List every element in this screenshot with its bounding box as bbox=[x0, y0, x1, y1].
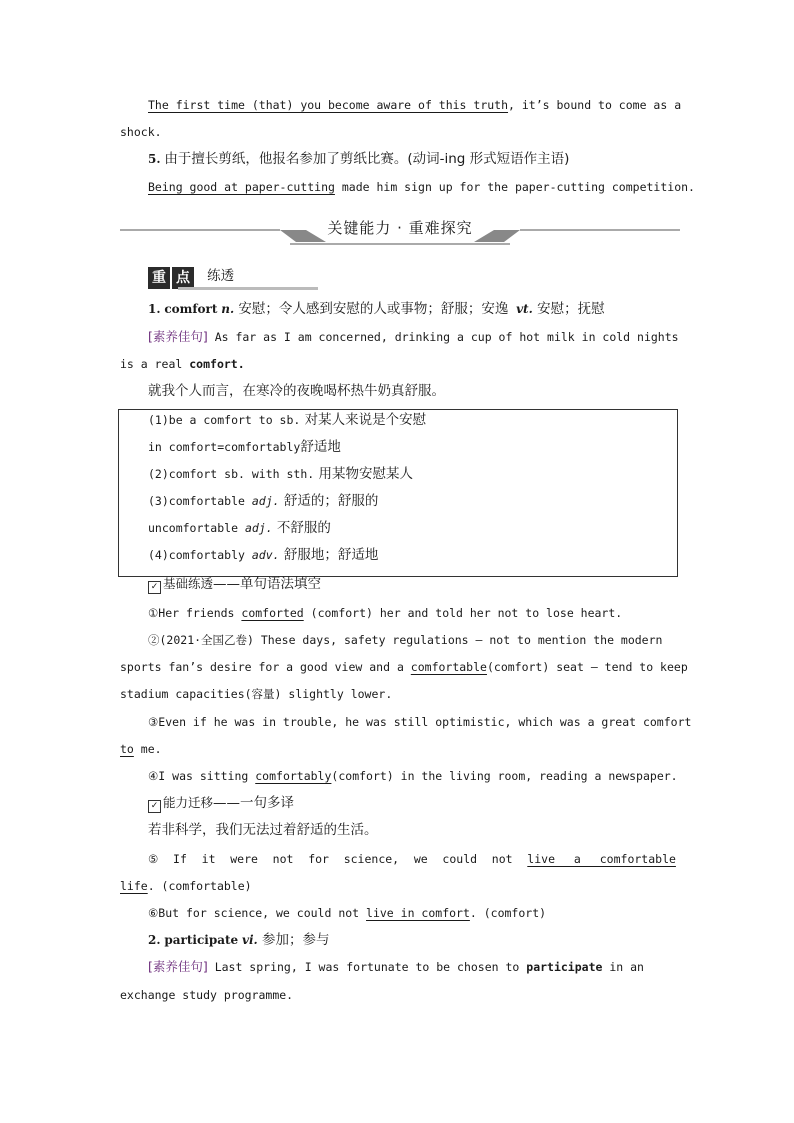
box-line-5-cn: 不舒服的 bbox=[272, 520, 331, 536]
t5-word: not bbox=[272, 852, 294, 866]
practice-2-rest: ——一句多译 bbox=[213, 795, 295, 811]
box-line-6 bbox=[148, 546, 676, 564]
item-2-pos: vi. bbox=[242, 933, 258, 947]
item-1-meaning-1: 安慰；令人感到安慰的人或事物；舒服；安逸 bbox=[234, 301, 509, 317]
box-line-1-en: (1)be a comfort to sb. bbox=[148, 413, 301, 427]
box-line-4-cn: 舒适的；舒服的 bbox=[279, 493, 379, 509]
box-line-1-cn: 对某人来说是个安慰 bbox=[300, 412, 427, 428]
t5-word: science, bbox=[343, 852, 400, 866]
label-underline bbox=[178, 286, 318, 292]
answer-5-rest: made him sign up for the paper-cutting competition. bbox=[334, 180, 695, 194]
q5-chinese: 由于擅长剪纸，他报名参加了剪纸比赛。(动词-ing 形式短语作主语) bbox=[164, 151, 570, 167]
item-1-number: 1. bbox=[148, 302, 161, 316]
section-title: 关键能力 · 重难探究 bbox=[327, 219, 473, 237]
item-2-heading bbox=[148, 931, 676, 949]
t5-word: we bbox=[413, 852, 428, 866]
practice-1-label: 基础练透 bbox=[163, 576, 214, 591]
t5-word: for bbox=[308, 852, 329, 866]
item-2-example-bold: participate bbox=[526, 960, 603, 974]
item-2-example-2: exchange study programme. bbox=[120, 988, 294, 1002]
box-line-5-pos: adj. bbox=[244, 521, 273, 535]
exercise-2-answer: comfortable bbox=[410, 660, 487, 674]
box-line-5-en: uncomfortable bbox=[148, 521, 245, 535]
box-line-4 bbox=[148, 492, 676, 510]
box-line-2-cn: 舒适地 bbox=[300, 439, 341, 455]
answer-5-underlined: Being good at paper-cutting bbox=[148, 180, 335, 194]
item-1-word: comfort bbox=[164, 302, 218, 316]
item-1-example-chinese: 就我个人而言，在寒冷的夜晚喝杯热牛奶真舒服。 bbox=[148, 383, 445, 399]
item-1-example-1-text: As far as I am concerned, drinking a cup of hot milk in cold nights bbox=[207, 330, 679, 344]
item-2-example-pre: Last spring, I was fortunate to be chosen to bbox=[207, 960, 527, 974]
box-line-2-en: in comfort=comfortably bbox=[148, 440, 301, 454]
item-2-example-post: in an bbox=[602, 960, 644, 974]
answer-rest: , it’s bound to come as a bbox=[508, 98, 682, 112]
answer-5 bbox=[148, 178, 695, 196]
box-line-4-en: (3)comfortable bbox=[148, 494, 252, 508]
exercise-2-pre: sports fan’s desire for a good view and a bbox=[120, 660, 411, 674]
item-1-pos-1: n. bbox=[221, 302, 235, 316]
key-points-label bbox=[148, 264, 348, 290]
item-1-example-2-text: is a real bbox=[120, 357, 190, 371]
exercise-2-line-1: ②(2021·全国乙卷) These days, safety regulations — not to mention the modern bbox=[148, 633, 663, 647]
t5-answer: live a comfortable bbox=[527, 852, 676, 866]
exercise-2-line-2 bbox=[120, 658, 688, 676]
t5-word: were bbox=[230, 852, 258, 866]
exercise-4-pre: ④I was sitting bbox=[148, 769, 256, 783]
answer-underlined: The first time (that) you become aware of this truth bbox=[148, 98, 509, 112]
box-line-1 bbox=[148, 411, 676, 429]
t5-word: ⑤ bbox=[148, 852, 159, 866]
practice-heading-2 bbox=[148, 794, 676, 813]
exercise-4-answer: comfortably bbox=[255, 769, 332, 783]
t5-answer-cont: life bbox=[120, 879, 148, 893]
answer-line-4-cont: shock. bbox=[120, 125, 162, 139]
item-1-meaning-2: 安慰；抚慰 bbox=[532, 301, 605, 317]
item-2-example-1 bbox=[148, 958, 676, 976]
translation-5-line-2 bbox=[120, 877, 676, 895]
exercise-1-post: (comfort) her and told her not to lose heart. bbox=[303, 606, 623, 620]
exercise-2-post: (comfort) seat — tend to keep bbox=[486, 660, 688, 674]
exercise-4-post: (comfort) in the living room, reading a newspaper. bbox=[331, 769, 678, 783]
checkbox-icon: ✓ bbox=[148, 581, 161, 594]
exercise-1 bbox=[148, 604, 676, 622]
item-2-meaning: 参加；参与 bbox=[257, 932, 330, 948]
t6-pre: ⑥But for science, we could not bbox=[148, 906, 367, 920]
box-line-5 bbox=[148, 519, 676, 537]
exercise-3-answer: to bbox=[120, 742, 134, 756]
t6-post: . (comfort) bbox=[469, 906, 547, 920]
t5-post: . (comfortable) bbox=[147, 879, 252, 893]
item-2-word: participate bbox=[164, 933, 239, 947]
exercise-3-line-2 bbox=[120, 740, 676, 758]
box-line-3-en: (2)comfort sb. with sth. bbox=[148, 467, 315, 481]
box-line-3 bbox=[148, 465, 676, 483]
item-1-heading bbox=[148, 300, 676, 318]
section-header bbox=[120, 214, 680, 246]
answer-line-4 bbox=[148, 96, 682, 114]
box-line-4-pos: adj. bbox=[251, 494, 280, 508]
item-1-tag: [素养佳句] bbox=[148, 329, 208, 344]
box-line-6-en: (4)comfortably bbox=[148, 548, 252, 562]
item-1-example-1 bbox=[148, 328, 679, 346]
t5-word: not bbox=[491, 852, 513, 866]
exercise-1-pre: ①Her friends bbox=[148, 606, 242, 620]
q5-number: 5. bbox=[148, 152, 161, 166]
practice-1-rest: ——单句语法填空 bbox=[213, 576, 322, 592]
practice-heading-1 bbox=[148, 575, 676, 594]
item-1-pos-2: vt. bbox=[516, 302, 533, 316]
checkbox-icon: ✓ bbox=[148, 800, 161, 813]
translation-prompt: 若非科学，我们无法过着舒适的生活。 bbox=[148, 822, 378, 838]
exercise-2-line-3: stadium capacities(容量) slightly lower. bbox=[120, 687, 393, 701]
translation-6 bbox=[148, 904, 676, 922]
seal-char-2: 点 bbox=[172, 267, 194, 289]
box-line-6-pos: adv. bbox=[251, 548, 280, 562]
exercise-1-answer: comforted bbox=[241, 606, 304, 620]
box-line-6-cn: 舒服地；舒适地 bbox=[279, 547, 379, 563]
exercise-3-line-1: ③Even if he was in trouble, he was still optimistic, which was a great comfort bbox=[148, 715, 692, 729]
practice-2-label: 能力迁移 bbox=[163, 795, 214, 810]
item-1-example-bold: comfort. bbox=[189, 357, 245, 371]
seal-char-1: 重 bbox=[148, 267, 170, 289]
t5-word: could bbox=[442, 852, 478, 866]
t5-word: it bbox=[201, 852, 216, 866]
t6-answer: live in comfort bbox=[366, 906, 470, 920]
exercise-3-post: me. bbox=[133, 742, 162, 756]
exercise-4 bbox=[148, 767, 676, 785]
t5-word: If bbox=[173, 852, 187, 866]
box-line-2 bbox=[148, 438, 676, 456]
item-2-number: 2. bbox=[148, 933, 161, 947]
item-2-tag: [素养佳句] bbox=[148, 959, 208, 974]
item-1-example-2 bbox=[120, 355, 676, 373]
label-text: 练透 bbox=[207, 268, 235, 284]
question-5 bbox=[148, 150, 676, 168]
translation-5-line-1 bbox=[148, 850, 676, 868]
box-line-3-cn: 用某物安慰某人 bbox=[314, 466, 413, 482]
